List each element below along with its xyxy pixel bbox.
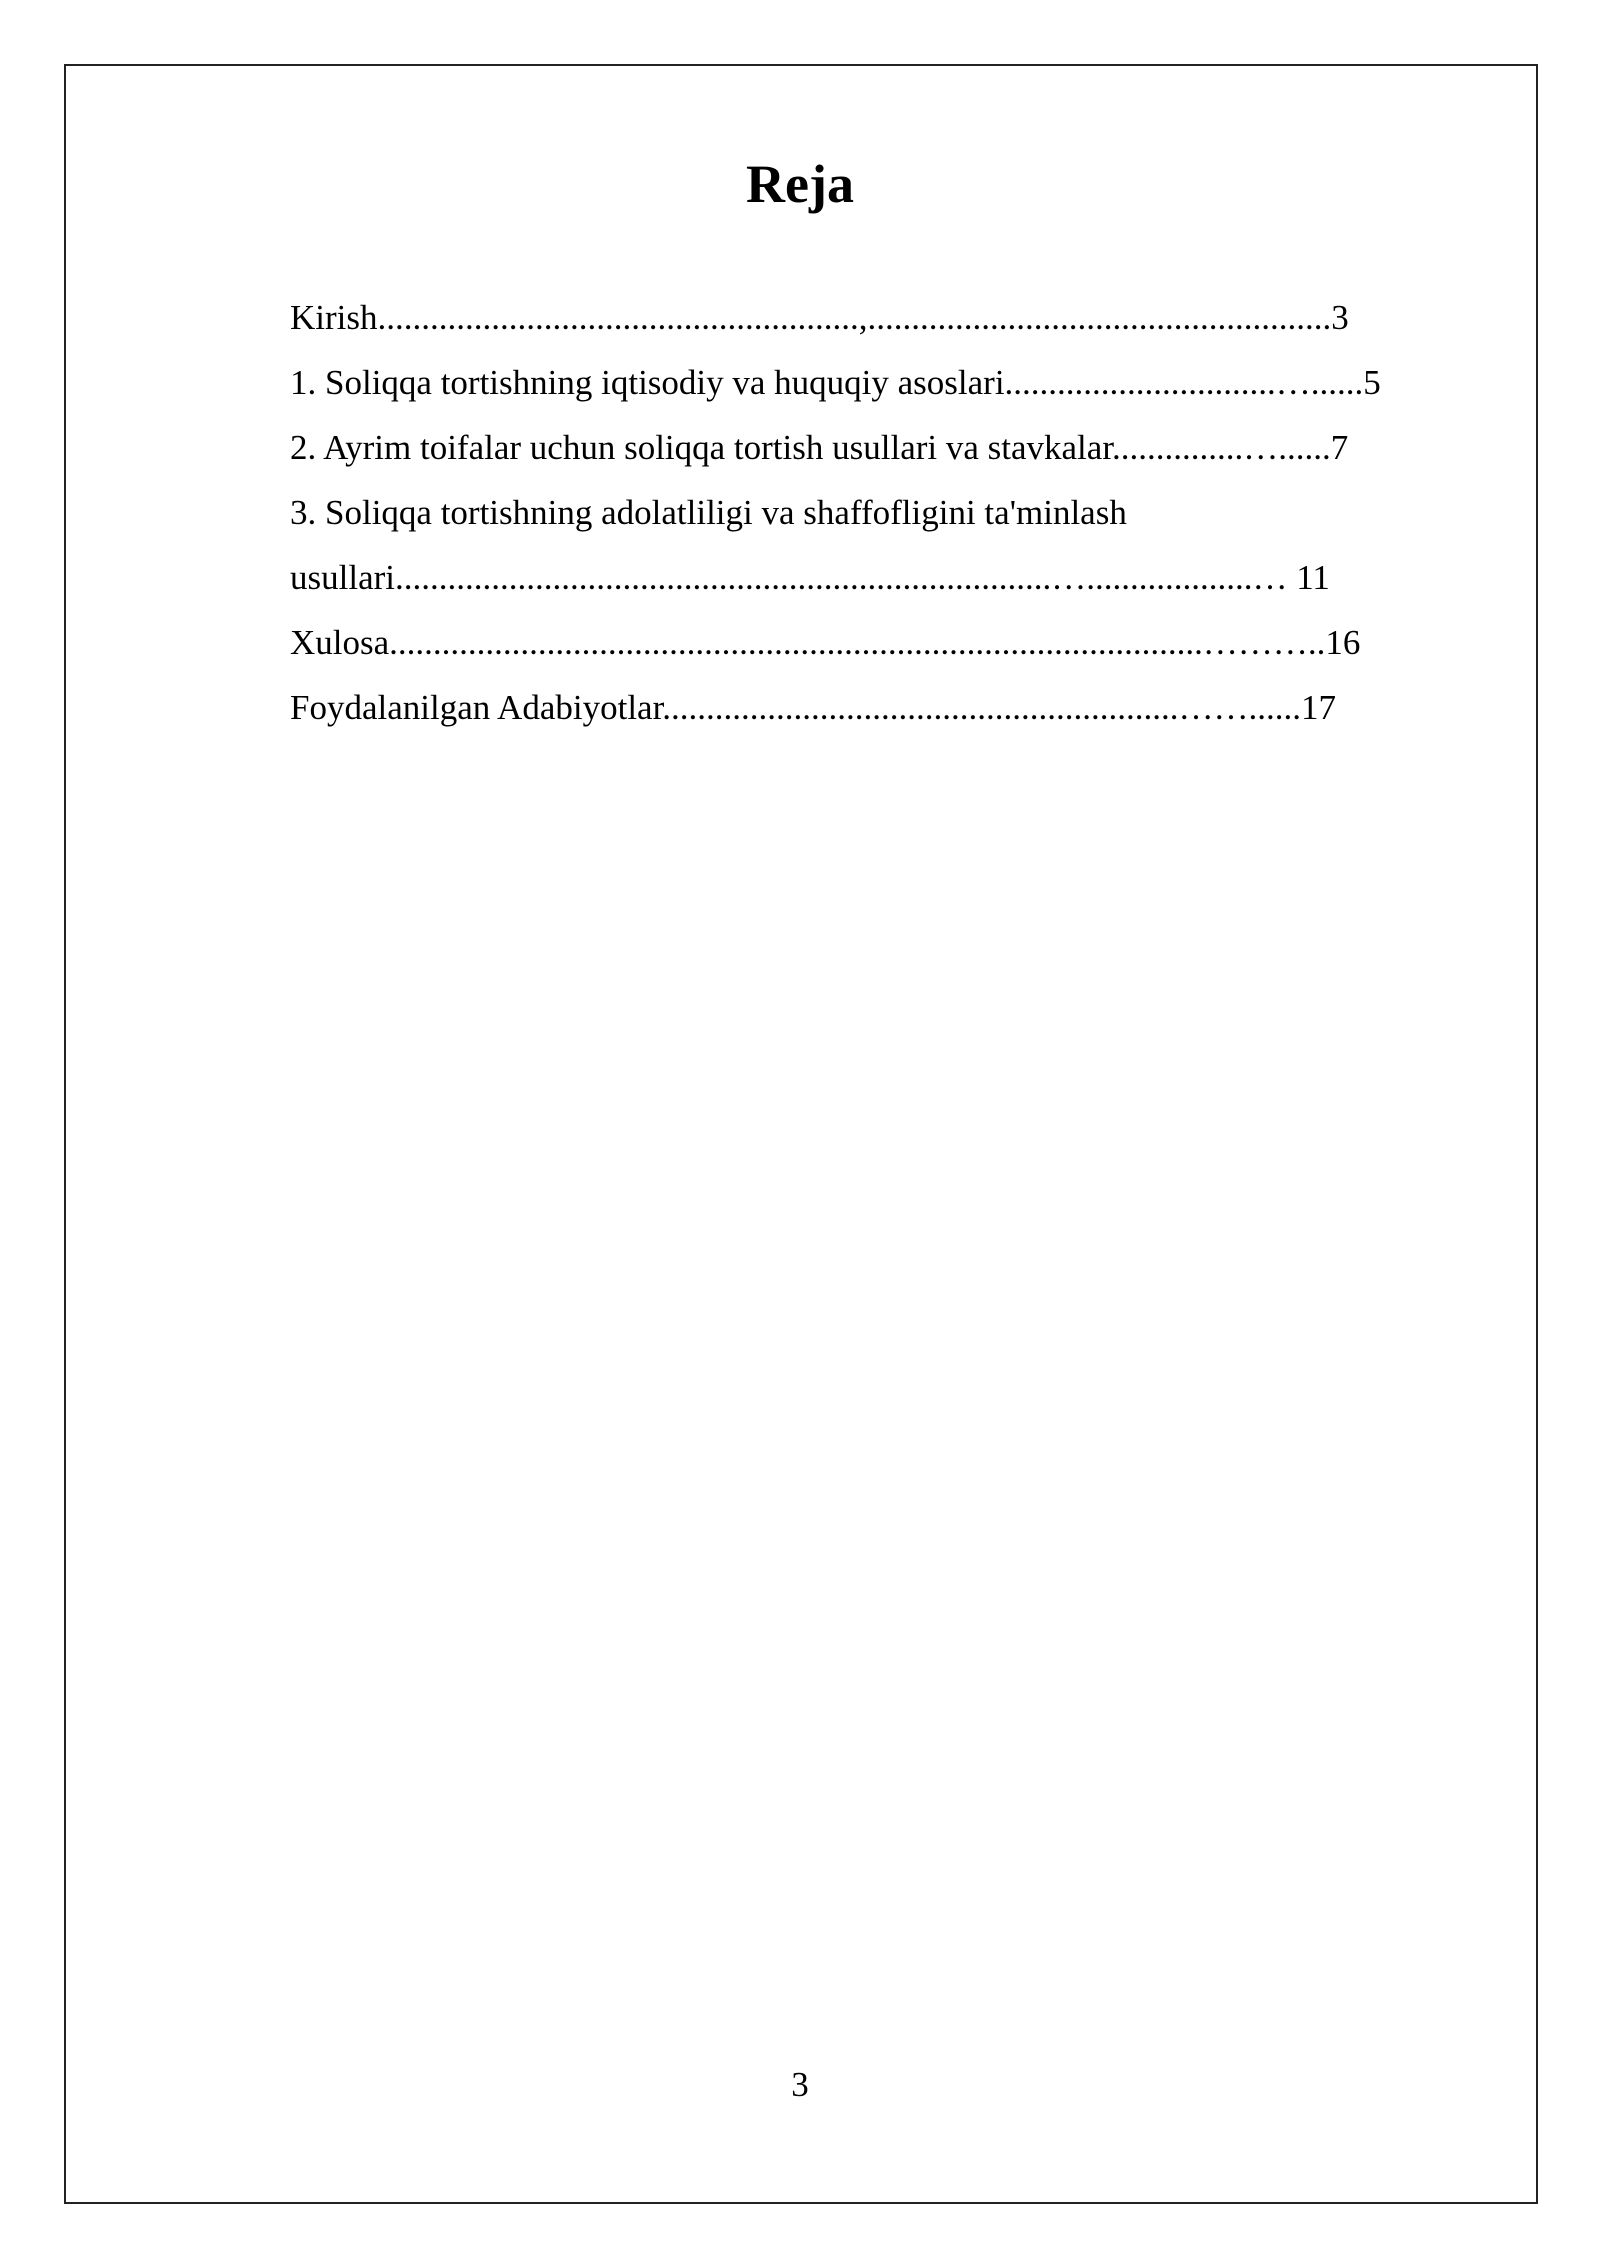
toc-entry-3: 3. Soliqqa tortishning adolatliligi va shaffofligini ta'minlash xyxy=(290,493,1127,532)
toc-entry-kirish: Kirish.......................................................,.....................................................3 xyxy=(290,298,1349,337)
toc-entry-xulosa: Xulosa.............................................................................................………..16 xyxy=(290,623,1361,662)
table-of-contents xyxy=(290,285,1460,740)
toc-entry-1: 1. Soliqqa tortishning iqtisodiy va huquqiy asoslari...............................…......5 xyxy=(290,363,1381,402)
toc-entry-adabiyotlar: Foydalanilgan Adabiyotlar...........................................................……......17 xyxy=(290,688,1337,727)
toc-entry-3-continued: usullari...........................................................................…...................… 11 xyxy=(290,558,1330,597)
page-number: 3 xyxy=(791,2065,809,2104)
page-title: Reja xyxy=(746,154,854,214)
toc-entry-2: 2. Ayrim toifalar uchun soliqqa tortish usullari va stavkalar...............…......7 xyxy=(290,428,1349,467)
